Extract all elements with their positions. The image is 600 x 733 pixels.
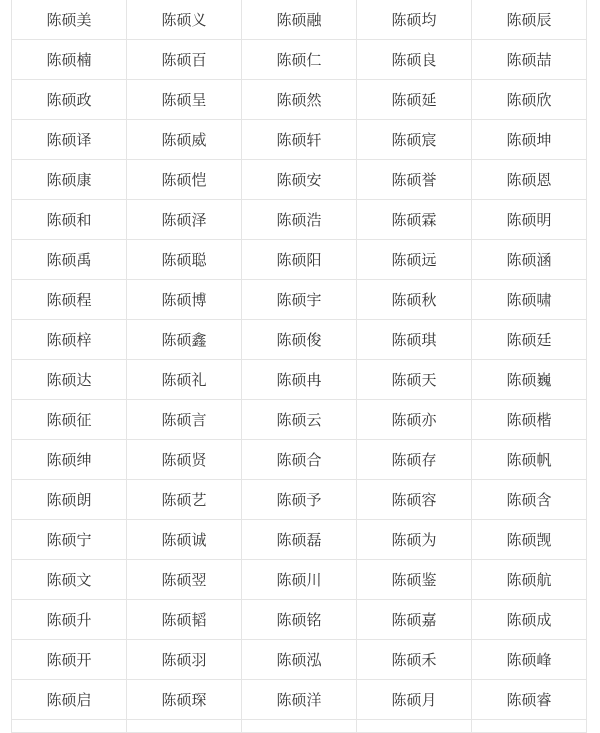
name-cell: 陈硕宁 <box>12 520 127 560</box>
name-cell: 陈硕航 <box>472 560 587 600</box>
name-cell: 陈硕鑫 <box>127 320 242 360</box>
name-cell: 陈硕楷 <box>472 400 587 440</box>
name-cell: 陈硕月 <box>357 680 472 720</box>
name-cell: 陈硕俊 <box>242 320 357 360</box>
name-cell: 陈硕峰 <box>472 640 587 680</box>
name-cell: 陈硕禹 <box>12 240 127 280</box>
name-cell: 陈硕喆 <box>472 40 587 80</box>
name-cell: 陈硕启 <box>12 680 127 720</box>
name-cell: 陈硕云 <box>242 400 357 440</box>
name-cell: 陈硕绅 <box>12 440 127 480</box>
name-cell: 陈硕仁 <box>242 40 357 80</box>
table-row <box>12 400 587 440</box>
name-cell: 陈硕和 <box>12 200 127 240</box>
table-row <box>12 80 587 120</box>
name-cell: 陈硕诚 <box>127 520 242 560</box>
name-cell: 陈硕轩 <box>242 120 357 160</box>
table-row <box>12 200 587 240</box>
name-cell: 陈硕良 <box>357 40 472 80</box>
name-cell: 陈硕文 <box>12 560 127 600</box>
name-cell: 陈硕明 <box>472 200 587 240</box>
name-cell: 陈硕延 <box>357 80 472 120</box>
name-cell: 陈硕呈 <box>127 80 242 120</box>
name-cell: 陈硕恩 <box>472 160 587 200</box>
table-row <box>12 0 587 40</box>
table-row <box>12 640 587 680</box>
name-cell: 陈硕义 <box>127 0 242 40</box>
name-cell: 陈硕安 <box>242 160 357 200</box>
name-cell: 陈硕容 <box>357 480 472 520</box>
table-row <box>12 360 587 400</box>
name-cell: 陈硕冉 <box>242 360 357 400</box>
name-cell: 陈硕成 <box>472 600 587 640</box>
name-cell: 陈硕美 <box>12 0 127 40</box>
name-cell: 陈硕秋 <box>357 280 472 320</box>
name-cell: 陈硕欣 <box>472 80 587 120</box>
name-cell: 陈硕觊 <box>472 520 587 560</box>
name-cell: 陈硕亦 <box>357 400 472 440</box>
name-cell: 陈硕铭 <box>242 600 357 640</box>
name-cell: 陈硕辰 <box>472 0 587 40</box>
name-cell: 陈硕恺 <box>127 160 242 200</box>
name-cell: 陈硕洋 <box>242 680 357 720</box>
name-cell: 陈硕宸 <box>357 120 472 160</box>
name-cell: 陈硕鉴 <box>357 560 472 600</box>
name-cell: 陈硕誉 <box>357 160 472 200</box>
name-cell: 陈硕礼 <box>127 360 242 400</box>
name-cell: 陈硕翌 <box>127 560 242 600</box>
name-cell: 陈硕程 <box>12 280 127 320</box>
table-row <box>12 440 587 480</box>
name-cell: 陈硕予 <box>242 480 357 520</box>
name-cell: 陈硕巍 <box>472 360 587 400</box>
name-cell: 陈硕宇 <box>242 280 357 320</box>
name-cell: 陈硕康 <box>12 160 127 200</box>
name-cell: 陈硕坤 <box>472 120 587 160</box>
name-cell: 陈硕升 <box>12 600 127 640</box>
name-cell: 陈硕帆 <box>472 440 587 480</box>
name-cell: 陈硕磊 <box>242 520 357 560</box>
name-table-body <box>12 0 587 733</box>
table-row <box>12 120 587 160</box>
name-cell: 陈硕川 <box>242 560 357 600</box>
table-row <box>12 680 587 720</box>
name-cell: 陈硕泓 <box>242 640 357 680</box>
name-cell: 陈硕梓 <box>12 320 127 360</box>
name-cell: 陈硕韬 <box>127 600 242 640</box>
name-cell: 陈硕霖 <box>357 200 472 240</box>
name-cell: 陈硕琛 <box>127 680 242 720</box>
name-cell: 陈硕言 <box>127 400 242 440</box>
name-cell: 陈硕为 <box>357 520 472 560</box>
table-row <box>12 320 587 360</box>
table-row <box>12 560 587 600</box>
name-cell: 陈硕含 <box>472 480 587 520</box>
name-cell: 陈硕贤 <box>127 440 242 480</box>
name-cell: 陈硕涵 <box>472 240 587 280</box>
name-cell: 陈硕百 <box>127 40 242 80</box>
name-cell: 陈硕泽 <box>127 200 242 240</box>
name-cell: 陈硕楠 <box>12 40 127 80</box>
name-cell: 陈硕聪 <box>127 240 242 280</box>
name-cell: 陈硕羽 <box>127 640 242 680</box>
name-cell: 陈硕存 <box>357 440 472 480</box>
table-row <box>12 160 587 200</box>
name-cell: 陈硕琪 <box>357 320 472 360</box>
name-cell: 陈硕天 <box>357 360 472 400</box>
name-cell: 陈硕开 <box>12 640 127 680</box>
table-row <box>12 40 587 80</box>
name-cell: 陈硕然 <box>242 80 357 120</box>
name-cell: 陈硕艺 <box>127 480 242 520</box>
name-cell: 陈硕政 <box>12 80 127 120</box>
name-cell: 陈硕博 <box>127 280 242 320</box>
name-cell: 陈硕朗 <box>12 480 127 520</box>
name-table <box>11 0 587 733</box>
table-row <box>12 600 587 640</box>
name-cell: 陈硕廷 <box>472 320 587 360</box>
table-row <box>12 240 587 280</box>
name-cell: 陈硕浩 <box>242 200 357 240</box>
name-cell: 陈硕均 <box>357 0 472 40</box>
name-cell: 陈硕阳 <box>242 240 357 280</box>
name-cell: 陈硕合 <box>242 440 357 480</box>
name-cell: 陈硕威 <box>127 120 242 160</box>
name-cell: 陈硕达 <box>12 360 127 400</box>
name-cell: 陈硕融 <box>242 0 357 40</box>
name-cell: 陈硕嘉 <box>357 600 472 640</box>
table-row <box>12 280 587 320</box>
name-cell: 陈硕禾 <box>357 640 472 680</box>
name-cell: 陈硕译 <box>12 120 127 160</box>
table-row <box>12 520 587 560</box>
table-row <box>12 480 587 520</box>
name-cell: 陈硕征 <box>12 400 127 440</box>
name-cell: 陈硕远 <box>357 240 472 280</box>
name-cell: 陈硕啸 <box>472 280 587 320</box>
name-cell: 陈硕睿 <box>472 680 587 720</box>
